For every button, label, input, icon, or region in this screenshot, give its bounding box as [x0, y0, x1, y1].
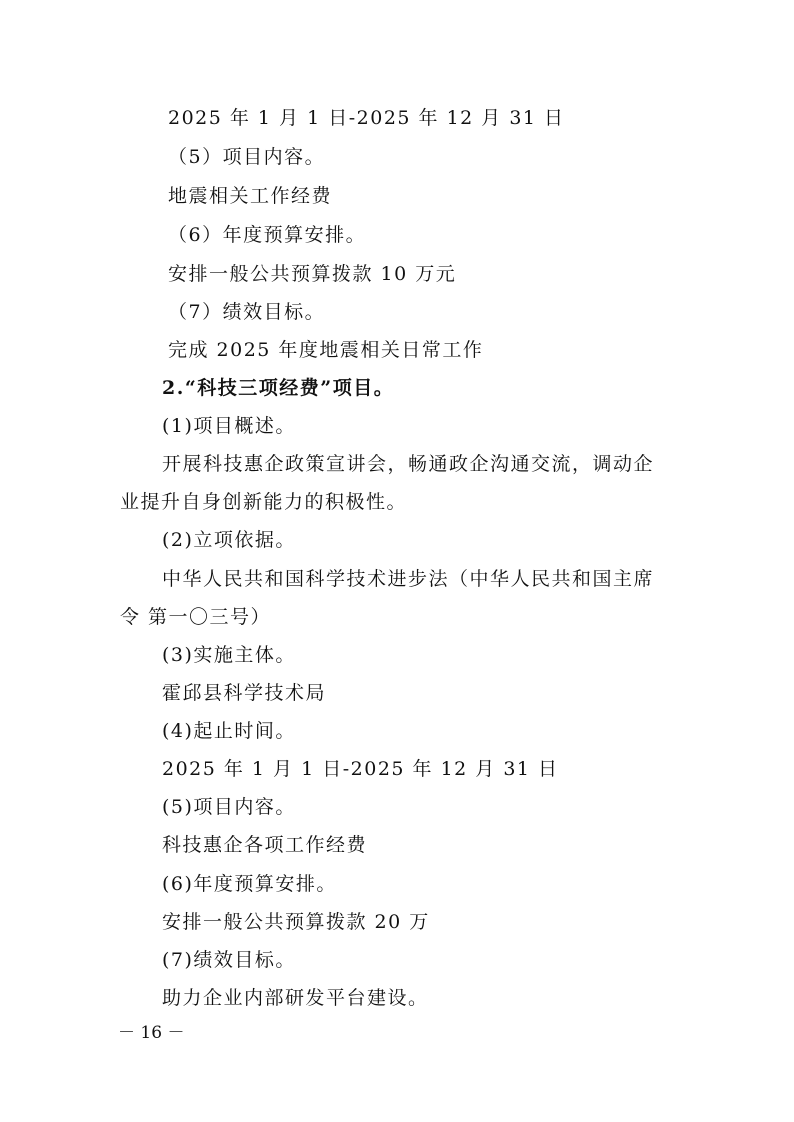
period-text: 2025 年 1 月 1 日-2025 年 12 月 31 日	[162, 758, 559, 780]
subsection-5-heading: (5)项目内容。	[162, 796, 296, 818]
subsection-1-heading: (1)项目概述。	[162, 415, 296, 437]
item-6-content: 安排一般公共预算拨款 10 万元	[168, 263, 457, 285]
item-5-heading: （5）项目内容。	[168, 146, 326, 168]
subsection-6-heading: (6)年度预算安排。	[162, 873, 337, 895]
basis-paragraph-line-2: 令 第一〇三号）	[120, 606, 272, 628]
subsection-7-heading: (7)绩效目标。	[162, 949, 296, 971]
item-7-heading: （7）绩效目标。	[168, 301, 326, 323]
content-text: 科技惠企各项工作经费	[162, 834, 368, 856]
goal-text: 助力企业内部研发平台建设。	[162, 987, 429, 1009]
item-7-content: 完成 2025 年度地震相关日常工作	[168, 339, 484, 361]
subsection-2-heading: (2)立项依据。	[162, 529, 296, 551]
page-number: － 16 －	[118, 1023, 185, 1043]
overview-paragraph-line-1: 开展科技惠企政策宣讲会，畅通政企沟通交流，调动企	[162, 453, 655, 475]
item-6-heading: （6）年度预算安排。	[168, 224, 367, 246]
overview-paragraph-line-2: 业提升自身创新能力的积极性。	[120, 491, 408, 513]
subsection-4-heading: (4)起止时间。	[162, 720, 296, 742]
subsection-3-heading: (3)实施主体。	[162, 644, 296, 666]
budget-text: 安排一般公共预算拨款 20 万	[162, 911, 430, 933]
item-5-content: 地震相关工作经费	[168, 185, 333, 207]
basis-paragraph-line-1: 中华人民共和国科学技术进步法（中华人民共和国主席	[162, 568, 655, 590]
date-range-line: 2025 年 1 月 1 日-2025 年 12 月 31 日	[168, 107, 565, 129]
section-2-title: 2.“科技三项经费”项目。	[162, 377, 395, 399]
implementer-text: 霍邱县科学技术局	[162, 682, 327, 704]
